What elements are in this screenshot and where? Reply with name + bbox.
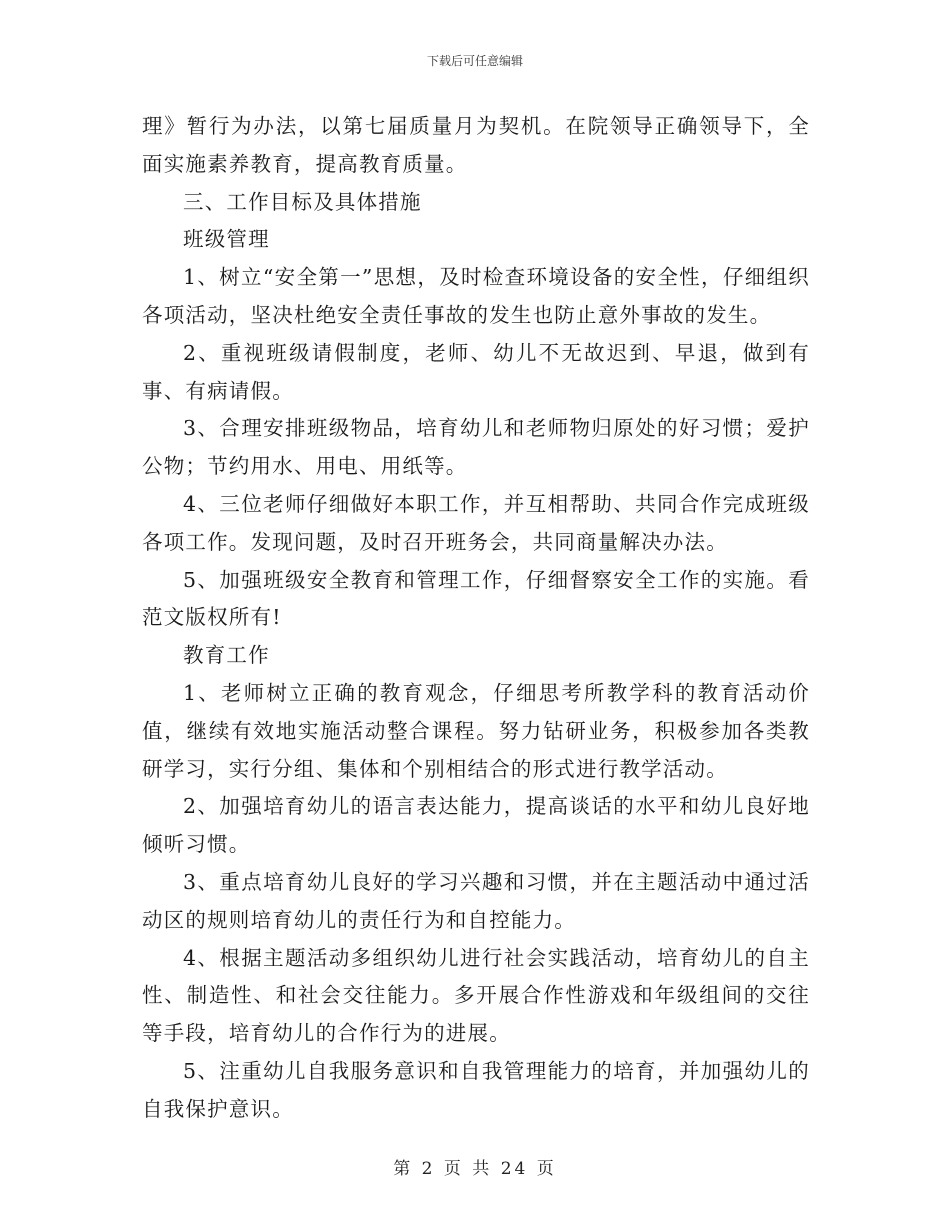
list-item: 5、加强班级安全教育和管理工作，仔细督察安全工作的实施。看范文版权所有! (142, 567, 810, 630)
page-number-footer: 第 2 页 共 24 页 (393, 1159, 557, 1179)
document-body (142, 108, 810, 1129)
section-heading: 三、工作目标及具体措施 (183, 189, 422, 214)
list-item: 3、重点培育幼儿良好的学习兴趣和习惯，并在主题活动中通过活动区的规则培育幼儿的责任行为和自控能力。 (142, 869, 810, 932)
list-item: 2、重视班级请假制度，老师、幼儿不无故迟到、早退，做到有事、有病请假。 (142, 340, 810, 403)
list-item: 2、加强培育幼儿的语言表达能力，提高谈话的水平和幼儿良好地倾听习惯。 (142, 794, 810, 857)
list-item: 1、老师树立正确的教育观念，仔细思考所教学科的教育活动价值，继续有效地实施活动整合课程。努力钻研业务，积极参加各类教研学习，实行分组、集体和个别相结合的形式进行教学活动。 (142, 680, 810, 781)
list-item: 1、树立“安全第一”思想，及时检查环境设备的安全性，仔细组织各项活动，坚决杜绝安全责任事故的发生也防止意外事故的发生。 (142, 265, 810, 327)
list-item: 3、合理安排班级物品，培育幼儿和老师物归原处的好习惯；爱护公物；节约用水、用电、用纸等。 (142, 416, 810, 479)
list-item: 4、三位老师仔细做好本职工作，并互相帮助、共同合作完成班级各项工作。发现问题，及时召开班务会，共同商量解决办法。 (142, 491, 810, 554)
subsection-heading-education: 教育工作 (183, 643, 270, 668)
paragraph-continuation: 理》暂行为办法，以第七届质量月为契机。在院领导正确领导下，全面实施素养教育，提高教育质量。 (142, 114, 810, 176)
page-header-note: 下载后可任意编辑 (426, 54, 523, 68)
subsection-heading-class-management: 班级管理 (183, 227, 270, 252)
list-item: 4、根据主题活动多组织幼儿进行社会实践活动，培育幼儿的自主性、制造性、和社会交往能力。多开展合作性游戏和年级组间的交往等手段，培育幼儿的合作行为的进展。 (142, 945, 810, 1046)
list-item: 5、注重幼儿自我服务意识和自我管理能力的培育，并加强幼儿的自我保护意识。 (142, 1058, 810, 1121)
